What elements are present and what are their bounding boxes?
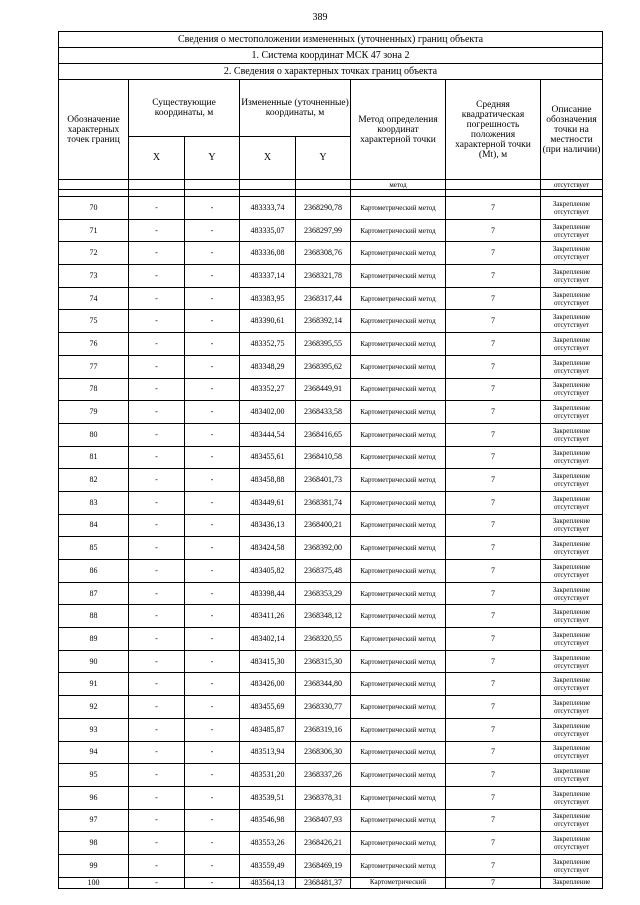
point-number: 76 bbox=[59, 333, 129, 356]
changed-y: 2368321,78 bbox=[296, 265, 351, 288]
mean-error: 7 bbox=[446, 673, 541, 696]
existing-x: - bbox=[129, 219, 185, 242]
table-row bbox=[59, 491, 603, 514]
existing-x: - bbox=[129, 355, 185, 378]
point-number: 99 bbox=[59, 854, 129, 877]
mean-error: 7 bbox=[446, 854, 541, 877]
table-row bbox=[59, 446, 603, 469]
changed-y: 2368337,26 bbox=[296, 764, 351, 787]
existing-x: - bbox=[129, 423, 185, 446]
existing-x: - bbox=[129, 514, 185, 537]
header-existing-x: X bbox=[129, 137, 185, 180]
method: Картометрический метод bbox=[351, 718, 446, 741]
table-row bbox=[59, 650, 603, 673]
mean-error: 7 bbox=[446, 401, 541, 424]
table-row bbox=[59, 582, 603, 605]
description: Закрепление отсутствует bbox=[541, 287, 603, 310]
table-row bbox=[59, 741, 603, 764]
table-row bbox=[59, 265, 603, 288]
mean-error: 7 bbox=[446, 310, 541, 333]
changed-y: 2368320,55 bbox=[296, 628, 351, 651]
table-row bbox=[59, 854, 603, 877]
mean-error: 7 bbox=[446, 491, 541, 514]
description: Закрепление отсутствует bbox=[541, 650, 603, 673]
description: Закрепление отсутствует bbox=[541, 378, 603, 401]
existing-y: - bbox=[185, 764, 240, 787]
table-row bbox=[59, 310, 603, 333]
existing-x: - bbox=[129, 832, 185, 855]
changed-y: 2368433,58 bbox=[296, 401, 351, 424]
mean-error: 7 bbox=[446, 514, 541, 537]
point-number: 77 bbox=[59, 355, 129, 378]
mean-error: 7 bbox=[446, 809, 541, 832]
existing-x: - bbox=[129, 854, 185, 877]
existing-y: - bbox=[185, 854, 240, 877]
existing-x: - bbox=[129, 310, 185, 333]
existing-y: - bbox=[185, 242, 240, 265]
existing-y: - bbox=[185, 333, 240, 356]
coordinate-system-title: 1. Система координат МСК 47 зона 2 bbox=[59, 48, 603, 64]
changed-x: 483424,58 bbox=[240, 537, 296, 560]
table-row bbox=[59, 219, 603, 242]
point-number: 86 bbox=[59, 560, 129, 583]
description: Закрепление отсутствует bbox=[541, 242, 603, 265]
description: Закрепление отсутствует bbox=[541, 401, 603, 424]
existing-x: - bbox=[129, 287, 185, 310]
existing-y: - bbox=[185, 582, 240, 605]
changed-y: 2368481,37 bbox=[296, 877, 351, 888]
point-number: 79 bbox=[59, 401, 129, 424]
changed-x: 483352,75 bbox=[240, 333, 296, 356]
point-number: 90 bbox=[59, 650, 129, 673]
method: Картометрический метод bbox=[351, 582, 446, 605]
point-number: 78 bbox=[59, 378, 129, 401]
point-number: 85 bbox=[59, 537, 129, 560]
existing-x: - bbox=[129, 242, 185, 265]
changed-x: 483411,26 bbox=[240, 605, 296, 628]
method: Картометрический метод bbox=[351, 514, 446, 537]
method: Картометрический метод bbox=[351, 673, 446, 696]
table-row bbox=[59, 401, 603, 424]
description: Закрепление отсутствует bbox=[541, 537, 603, 560]
method: Картометрический метод bbox=[351, 809, 446, 832]
existing-y: - bbox=[185, 423, 240, 446]
table-row bbox=[59, 537, 603, 560]
existing-y: - bbox=[185, 718, 240, 741]
existing-y: - bbox=[185, 355, 240, 378]
changed-x: 483449,61 bbox=[240, 491, 296, 514]
table-row bbox=[59, 718, 603, 741]
existing-x: - bbox=[129, 877, 185, 888]
existing-x: - bbox=[129, 333, 185, 356]
method: Картометрический метод bbox=[351, 446, 446, 469]
description: Закрепление отсутствует bbox=[541, 809, 603, 832]
existing-y: - bbox=[185, 650, 240, 673]
table-row bbox=[59, 469, 603, 492]
changed-y: 2368426,21 bbox=[296, 832, 351, 855]
changed-x: 483513,94 bbox=[240, 741, 296, 764]
table-row bbox=[59, 355, 603, 378]
existing-x: - bbox=[129, 378, 185, 401]
existing-y: - bbox=[185, 287, 240, 310]
existing-x: - bbox=[129, 764, 185, 787]
header-changed-x: X bbox=[240, 137, 296, 180]
changed-x: 483335,07 bbox=[240, 219, 296, 242]
changed-x: 483485,87 bbox=[240, 718, 296, 741]
changed-y: 2368400,21 bbox=[296, 514, 351, 537]
existing-y: - bbox=[185, 197, 240, 220]
description: Закрепление отсутствует bbox=[541, 560, 603, 583]
method: Картометрический метод bbox=[351, 537, 446, 560]
table-row bbox=[59, 287, 603, 310]
point-number: 82 bbox=[59, 469, 129, 492]
changed-x: 483405,82 bbox=[240, 560, 296, 583]
continued-description: отсутствует bbox=[541, 180, 603, 190]
description: Закрепление bbox=[541, 877, 603, 888]
changed-x: 483436,13 bbox=[240, 514, 296, 537]
existing-x: - bbox=[129, 582, 185, 605]
method: Картометрический метод bbox=[351, 650, 446, 673]
existing-x: - bbox=[129, 605, 185, 628]
existing-y: - bbox=[185, 786, 240, 809]
continued-method: метод bbox=[351, 180, 446, 190]
point-number: 93 bbox=[59, 718, 129, 741]
changed-y: 2368395,55 bbox=[296, 333, 351, 356]
description: Закрепление отсутствует bbox=[541, 469, 603, 492]
description: Закрепление отсутствует bbox=[541, 219, 603, 242]
mean-error: 7 bbox=[446, 219, 541, 242]
changed-x: 483455,61 bbox=[240, 446, 296, 469]
method: Картометрический метод bbox=[351, 197, 446, 220]
boundary-points-table bbox=[58, 31, 603, 889]
mean-error: 7 bbox=[446, 741, 541, 764]
mean-error: 7 bbox=[446, 287, 541, 310]
changed-y: 2368401,73 bbox=[296, 469, 351, 492]
mean-error: 7 bbox=[446, 446, 541, 469]
header-description: Описание обозначения точки на местности (при наличии) bbox=[541, 80, 603, 180]
description: Закрепление отсутствует bbox=[541, 491, 603, 514]
mean-error: 7 bbox=[446, 469, 541, 492]
description: Закрепление отсутствует bbox=[541, 197, 603, 220]
description: Закрепление отсутствует bbox=[541, 514, 603, 537]
existing-y: - bbox=[185, 514, 240, 537]
point-number: 83 bbox=[59, 491, 129, 514]
method: Картометрический bbox=[351, 877, 446, 888]
mean-error: 7 bbox=[446, 265, 541, 288]
mean-error: 7 bbox=[446, 628, 541, 651]
mean-error: 7 bbox=[446, 832, 541, 855]
header-existing-y: Y bbox=[185, 137, 240, 180]
description: Закрепление отсутствует bbox=[541, 628, 603, 651]
mean-error: 7 bbox=[446, 718, 541, 741]
method: Картометрический метод bbox=[351, 741, 446, 764]
method: Картометрический метод bbox=[351, 423, 446, 446]
mean-error: 7 bbox=[446, 378, 541, 401]
table-row bbox=[59, 696, 603, 719]
existing-y: - bbox=[185, 560, 240, 583]
table-row bbox=[59, 605, 603, 628]
table-row bbox=[59, 764, 603, 787]
existing-x: - bbox=[129, 469, 185, 492]
table-row bbox=[59, 514, 603, 537]
changed-x: 483402,00 bbox=[240, 401, 296, 424]
existing-y: - bbox=[185, 401, 240, 424]
description: Закрепление отсутствует bbox=[541, 854, 603, 877]
description: Закрепление отсутствует bbox=[541, 741, 603, 764]
existing-y: - bbox=[185, 446, 240, 469]
existing-x: - bbox=[129, 446, 185, 469]
mean-error: 7 bbox=[446, 582, 541, 605]
description: Закрепление отсутствует bbox=[541, 832, 603, 855]
changed-y: 2368407,93 bbox=[296, 809, 351, 832]
table-row bbox=[59, 786, 603, 809]
existing-y: - bbox=[185, 310, 240, 333]
method: Картометрический метод bbox=[351, 333, 446, 356]
changed-y: 2368308,76 bbox=[296, 242, 351, 265]
existing-x: - bbox=[129, 628, 185, 651]
description: Закрепление отсутствует bbox=[541, 265, 603, 288]
existing-y: - bbox=[185, 877, 240, 888]
existing-y: - bbox=[185, 628, 240, 651]
mean-error: 7 bbox=[446, 333, 541, 356]
mean-error: 7 bbox=[446, 696, 541, 719]
table-row bbox=[59, 628, 603, 651]
changed-x: 483336,08 bbox=[240, 242, 296, 265]
mean-error: 7 bbox=[446, 786, 541, 809]
point-number: 75 bbox=[59, 310, 129, 333]
point-number: 89 bbox=[59, 628, 129, 651]
point-number: 88 bbox=[59, 605, 129, 628]
point-number: 98 bbox=[59, 832, 129, 855]
mean-error: 7 bbox=[446, 242, 541, 265]
description: Закрепление отсутствует bbox=[541, 333, 603, 356]
changed-x: 483426,00 bbox=[240, 673, 296, 696]
changed-y: 2368353,29 bbox=[296, 582, 351, 605]
header-changed-y: Y bbox=[296, 137, 351, 180]
mean-error: 7 bbox=[446, 423, 541, 446]
changed-x: 483564,13 bbox=[240, 877, 296, 888]
mean-error: 7 bbox=[446, 560, 541, 583]
changed-y: 2368378,31 bbox=[296, 786, 351, 809]
mean-error: 7 bbox=[446, 650, 541, 673]
changed-x: 483415,30 bbox=[240, 650, 296, 673]
method: Картометрический метод bbox=[351, 764, 446, 787]
point-number: 84 bbox=[59, 514, 129, 537]
method: Картометрический метод bbox=[351, 242, 446, 265]
changed-y: 2368306,30 bbox=[296, 741, 351, 764]
changed-y: 2368375,48 bbox=[296, 560, 351, 583]
existing-y: - bbox=[185, 537, 240, 560]
section-title: Сведения о местоположении измененных (уточненных) границ объекта bbox=[59, 32, 603, 48]
point-number: 94 bbox=[59, 741, 129, 764]
changed-x: 483458,88 bbox=[240, 469, 296, 492]
changed-x: 483398,44 bbox=[240, 582, 296, 605]
changed-y: 2368469,19 bbox=[296, 854, 351, 877]
existing-y: - bbox=[185, 832, 240, 855]
existing-x: - bbox=[129, 197, 185, 220]
method: Картометрический метод bbox=[351, 832, 446, 855]
table-row bbox=[59, 197, 603, 220]
changed-y: 2368449,91 bbox=[296, 378, 351, 401]
mean-error: 7 bbox=[446, 605, 541, 628]
changed-x: 483348,29 bbox=[240, 355, 296, 378]
existing-y: - bbox=[185, 741, 240, 764]
existing-x: - bbox=[129, 696, 185, 719]
table-row bbox=[59, 423, 603, 446]
point-number: 87 bbox=[59, 582, 129, 605]
changed-y: 2368330,77 bbox=[296, 696, 351, 719]
existing-y: - bbox=[185, 491, 240, 514]
point-number: 80 bbox=[59, 423, 129, 446]
table-row bbox=[59, 333, 603, 356]
description: Закрепление отсутствует bbox=[541, 605, 603, 628]
mean-error: 7 bbox=[446, 764, 541, 787]
point-number: 74 bbox=[59, 287, 129, 310]
mean-error: 7 bbox=[446, 877, 541, 888]
changed-y: 2368348,12 bbox=[296, 605, 351, 628]
existing-x: - bbox=[129, 537, 185, 560]
changed-x: 483553,26 bbox=[240, 832, 296, 855]
changed-y: 2368290,78 bbox=[296, 197, 351, 220]
existing-x: - bbox=[129, 741, 185, 764]
method: Картометрический метод bbox=[351, 265, 446, 288]
existing-y: - bbox=[185, 605, 240, 628]
changed-y: 2368317,44 bbox=[296, 287, 351, 310]
mean-error: 7 bbox=[446, 537, 541, 560]
existing-y: - bbox=[185, 696, 240, 719]
description: Закрепление отсутствует bbox=[541, 718, 603, 741]
header-existing-coords: Существующие координаты, м bbox=[129, 80, 240, 137]
existing-x: - bbox=[129, 718, 185, 741]
existing-y: - bbox=[185, 378, 240, 401]
header-changed-coords: Измененные (уточненные) координаты, м bbox=[240, 80, 351, 137]
existing-x: - bbox=[129, 401, 185, 424]
point-number: 70 bbox=[59, 197, 129, 220]
existing-x: - bbox=[129, 673, 185, 696]
method: Картометрический метод bbox=[351, 469, 446, 492]
method: Картометрический метод bbox=[351, 696, 446, 719]
changed-x: 483390,61 bbox=[240, 310, 296, 333]
method: Картометрический метод bbox=[351, 355, 446, 378]
changed-y: 2368319,16 bbox=[296, 718, 351, 741]
point-number: 95 bbox=[59, 764, 129, 787]
point-number: 97 bbox=[59, 809, 129, 832]
changed-x: 483559,49 bbox=[240, 854, 296, 877]
existing-x: - bbox=[129, 650, 185, 673]
method: Картометрический метод bbox=[351, 310, 446, 333]
table-row bbox=[59, 378, 603, 401]
page-number: 389 bbox=[312, 12, 328, 23]
changed-y: 2368381,74 bbox=[296, 491, 351, 514]
changed-y: 2368297,99 bbox=[296, 219, 351, 242]
description: Закрепление отсутствует bbox=[541, 582, 603, 605]
point-number: 71 bbox=[59, 219, 129, 242]
changed-y: 2368395,62 bbox=[296, 355, 351, 378]
spacer-row bbox=[59, 190, 603, 197]
header-point: Обозначение характерных точек границ bbox=[59, 80, 129, 180]
changed-y: 2368410,58 bbox=[296, 446, 351, 469]
existing-y: - bbox=[185, 265, 240, 288]
table-row bbox=[59, 673, 603, 696]
header-method: Метод определения координат характерной точки bbox=[351, 80, 446, 180]
changed-y: 2368416,65 bbox=[296, 423, 351, 446]
changed-x: 483531,20 bbox=[240, 764, 296, 787]
point-number: 96 bbox=[59, 786, 129, 809]
changed-y: 2368392,00 bbox=[296, 537, 351, 560]
changed-y: 2368315,30 bbox=[296, 650, 351, 673]
existing-y: - bbox=[185, 219, 240, 242]
method: Картометрический метод bbox=[351, 786, 446, 809]
method: Картометрический метод bbox=[351, 854, 446, 877]
method: Картометрический метод bbox=[351, 605, 446, 628]
description: Закрепление отсутствует bbox=[541, 423, 603, 446]
existing-y: - bbox=[185, 673, 240, 696]
header-error: Средняя квадратическая погрешность положения характерной точки (Mt), м bbox=[446, 80, 541, 180]
table-row bbox=[59, 560, 603, 583]
method: Картометрический метод bbox=[351, 378, 446, 401]
point-number: 81 bbox=[59, 446, 129, 469]
method: Картометрический метод bbox=[351, 219, 446, 242]
changed-y: 2368344,80 bbox=[296, 673, 351, 696]
existing-x: - bbox=[129, 491, 185, 514]
table-row bbox=[59, 832, 603, 855]
changed-x: 483337,14 bbox=[240, 265, 296, 288]
table-row-last bbox=[59, 877, 603, 888]
continued-row bbox=[59, 180, 603, 190]
mean-error: 7 bbox=[446, 197, 541, 220]
method: Картометрический метод bbox=[351, 628, 446, 651]
point-number: 73 bbox=[59, 265, 129, 288]
existing-x: - bbox=[129, 560, 185, 583]
description: Закрепление отсутствует bbox=[541, 310, 603, 333]
description: Закрепление отсутствует bbox=[541, 786, 603, 809]
changed-x: 483455,69 bbox=[240, 696, 296, 719]
changed-x: 483402,14 bbox=[240, 628, 296, 651]
point-number: 92 bbox=[59, 696, 129, 719]
changed-y: 2368392,14 bbox=[296, 310, 351, 333]
changed-x: 483383,95 bbox=[240, 287, 296, 310]
points-section-title: 2. Сведения о характерных точках границ объекта bbox=[59, 64, 603, 80]
table-row bbox=[59, 242, 603, 265]
existing-x: - bbox=[129, 809, 185, 832]
changed-x: 483539,51 bbox=[240, 786, 296, 809]
point-number: 72 bbox=[59, 242, 129, 265]
point-number: 100 bbox=[59, 877, 129, 888]
description: Закрепление отсутствует bbox=[541, 446, 603, 469]
existing-x: - bbox=[129, 786, 185, 809]
description: Закрепление отсутствует bbox=[541, 764, 603, 787]
changed-x: 483333,74 bbox=[240, 197, 296, 220]
existing-y: - bbox=[185, 809, 240, 832]
changed-x: 483444,54 bbox=[240, 423, 296, 446]
existing-x: - bbox=[129, 265, 185, 288]
point-number: 91 bbox=[59, 673, 129, 696]
method: Картометрический метод bbox=[351, 560, 446, 583]
changed-x: 483546,98 bbox=[240, 809, 296, 832]
table-row bbox=[59, 809, 603, 832]
changed-x: 483352,27 bbox=[240, 378, 296, 401]
method: Картометрический метод bbox=[351, 287, 446, 310]
description: Закрепление отсутствует bbox=[541, 355, 603, 378]
method: Картометрический метод bbox=[351, 491, 446, 514]
description: Закрепление отсутствует bbox=[541, 673, 603, 696]
description: Закрепление отсутствует bbox=[541, 696, 603, 719]
method: Картометрический метод bbox=[351, 401, 446, 424]
mean-error: 7 bbox=[446, 355, 541, 378]
existing-y: - bbox=[185, 469, 240, 492]
